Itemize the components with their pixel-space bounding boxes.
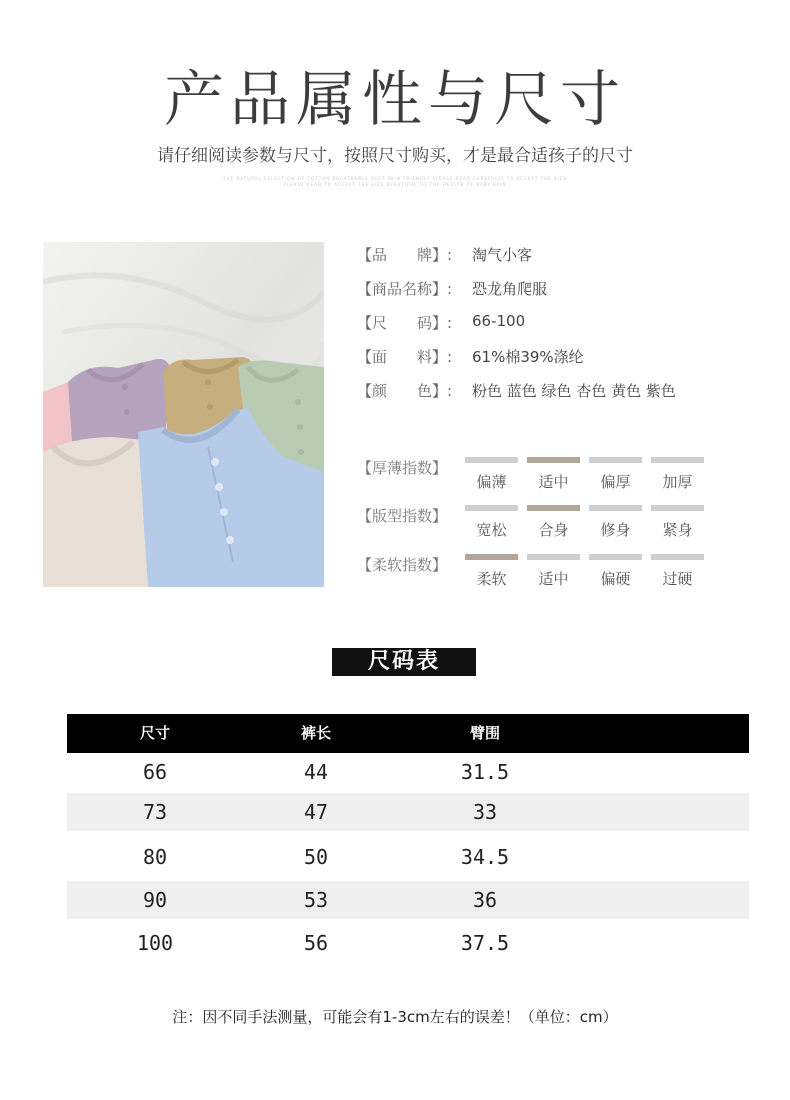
index-bar xyxy=(465,457,518,463)
index-option: 柔软 xyxy=(476,570,507,588)
table-row xyxy=(67,881,749,919)
info-label: 【商品名称】: xyxy=(357,280,453,298)
index-bar xyxy=(589,457,642,463)
info-value: 淘气小客 xyxy=(472,246,533,264)
header-pants-length: 裤长 xyxy=(300,724,331,742)
index-label: 【柔软指数】 xyxy=(357,556,448,574)
index-bar xyxy=(527,505,580,511)
index-label: 【版型指数】 xyxy=(357,507,448,525)
measurement-note: 注：因不同手法测量，可能会有1-3cm左右的误差！（单位：cm） xyxy=(172,1008,618,1026)
cell-arm-circumference: 31.5 xyxy=(460,760,510,784)
cell-size: 66 xyxy=(142,760,168,784)
cell-pants-length: 44 xyxy=(303,760,329,784)
index-option: 偏硬 xyxy=(600,570,631,588)
info-value: 61%棉39%涤纶 xyxy=(472,348,584,366)
info-label: 【面 料】: xyxy=(357,348,453,366)
page-title: 产品属性与尺寸 xyxy=(164,65,626,135)
size-table-title: 尺码表 xyxy=(332,648,476,676)
cell-arm-circumference: 37.5 xyxy=(460,931,510,955)
table-row xyxy=(67,793,749,831)
cell-size: 100 xyxy=(136,931,174,955)
product-photo xyxy=(43,242,324,587)
index-option: 适中 xyxy=(538,570,569,588)
fine-print-line-2: PLEASE READ TO ACCEPT THE SIZE BEAUTIFUL TO THE HEALTH OF BABY SKIN xyxy=(283,182,507,187)
index-bar xyxy=(651,554,704,560)
header-arm-circumference: 臂围 xyxy=(469,724,500,742)
index-option: 紧身 xyxy=(662,521,693,539)
size-table-header xyxy=(67,714,749,753)
index-option: 宽松 xyxy=(476,521,507,539)
cell-arm-circumference: 33 xyxy=(472,800,498,824)
index-option: 偏厚 xyxy=(600,473,631,491)
index-bar xyxy=(465,505,518,511)
index-bar xyxy=(651,457,704,463)
info-value: 粉色 蓝色 绿色 杏色 黄色 紫色 xyxy=(472,382,676,400)
table-row xyxy=(67,753,749,791)
info-label: 【颜 色】: xyxy=(357,382,453,400)
index-option: 偏薄 xyxy=(476,473,507,491)
cell-size: 90 xyxy=(142,888,168,912)
info-value: 66-100 xyxy=(472,312,526,330)
fine-print-line-1: THE NATURAL SELECTION OF COTTON BREATHABLE SOFT SKIN FRIENDLY PLEASE READ CAREFULLY TO ACCEPT THE SIZE xyxy=(223,176,567,181)
table-row xyxy=(67,838,749,876)
index-option: 合身 xyxy=(538,521,569,539)
index-bar xyxy=(527,554,580,560)
index-option: 修身 xyxy=(600,521,631,539)
index-bar xyxy=(589,505,642,511)
index-option: 适中 xyxy=(538,473,569,491)
info-label: 【品 牌】: xyxy=(357,246,453,264)
index-option: 加厚 xyxy=(662,473,693,491)
page-subtitle: 请仔细阅读参数与尺寸，按照尺寸购买，才是最合适孩子的尺寸 xyxy=(157,146,633,166)
cell-arm-circumference: 36 xyxy=(472,888,498,912)
header-size: 尺寸 xyxy=(139,724,170,742)
product-photo-art xyxy=(43,242,324,587)
index-bar xyxy=(651,505,704,511)
info-value: 恐龙角爬服 xyxy=(472,280,548,298)
table-row xyxy=(67,924,749,962)
info-label: 【尺 码】: xyxy=(357,314,453,332)
index-bar xyxy=(527,457,580,463)
cell-arm-circumference: 34.5 xyxy=(460,845,510,869)
cell-size: 80 xyxy=(142,845,168,869)
cell-size: 73 xyxy=(142,800,168,824)
cell-pants-length: 50 xyxy=(303,845,329,869)
index-label: 【厚薄指数】 xyxy=(357,459,448,477)
index-bar xyxy=(465,554,518,560)
cell-pants-length: 47 xyxy=(303,800,329,824)
cell-pants-length: 53 xyxy=(303,888,329,912)
index-bar xyxy=(589,554,642,560)
cell-pants-length: 56 xyxy=(303,931,329,955)
index-option: 过硬 xyxy=(662,570,693,588)
